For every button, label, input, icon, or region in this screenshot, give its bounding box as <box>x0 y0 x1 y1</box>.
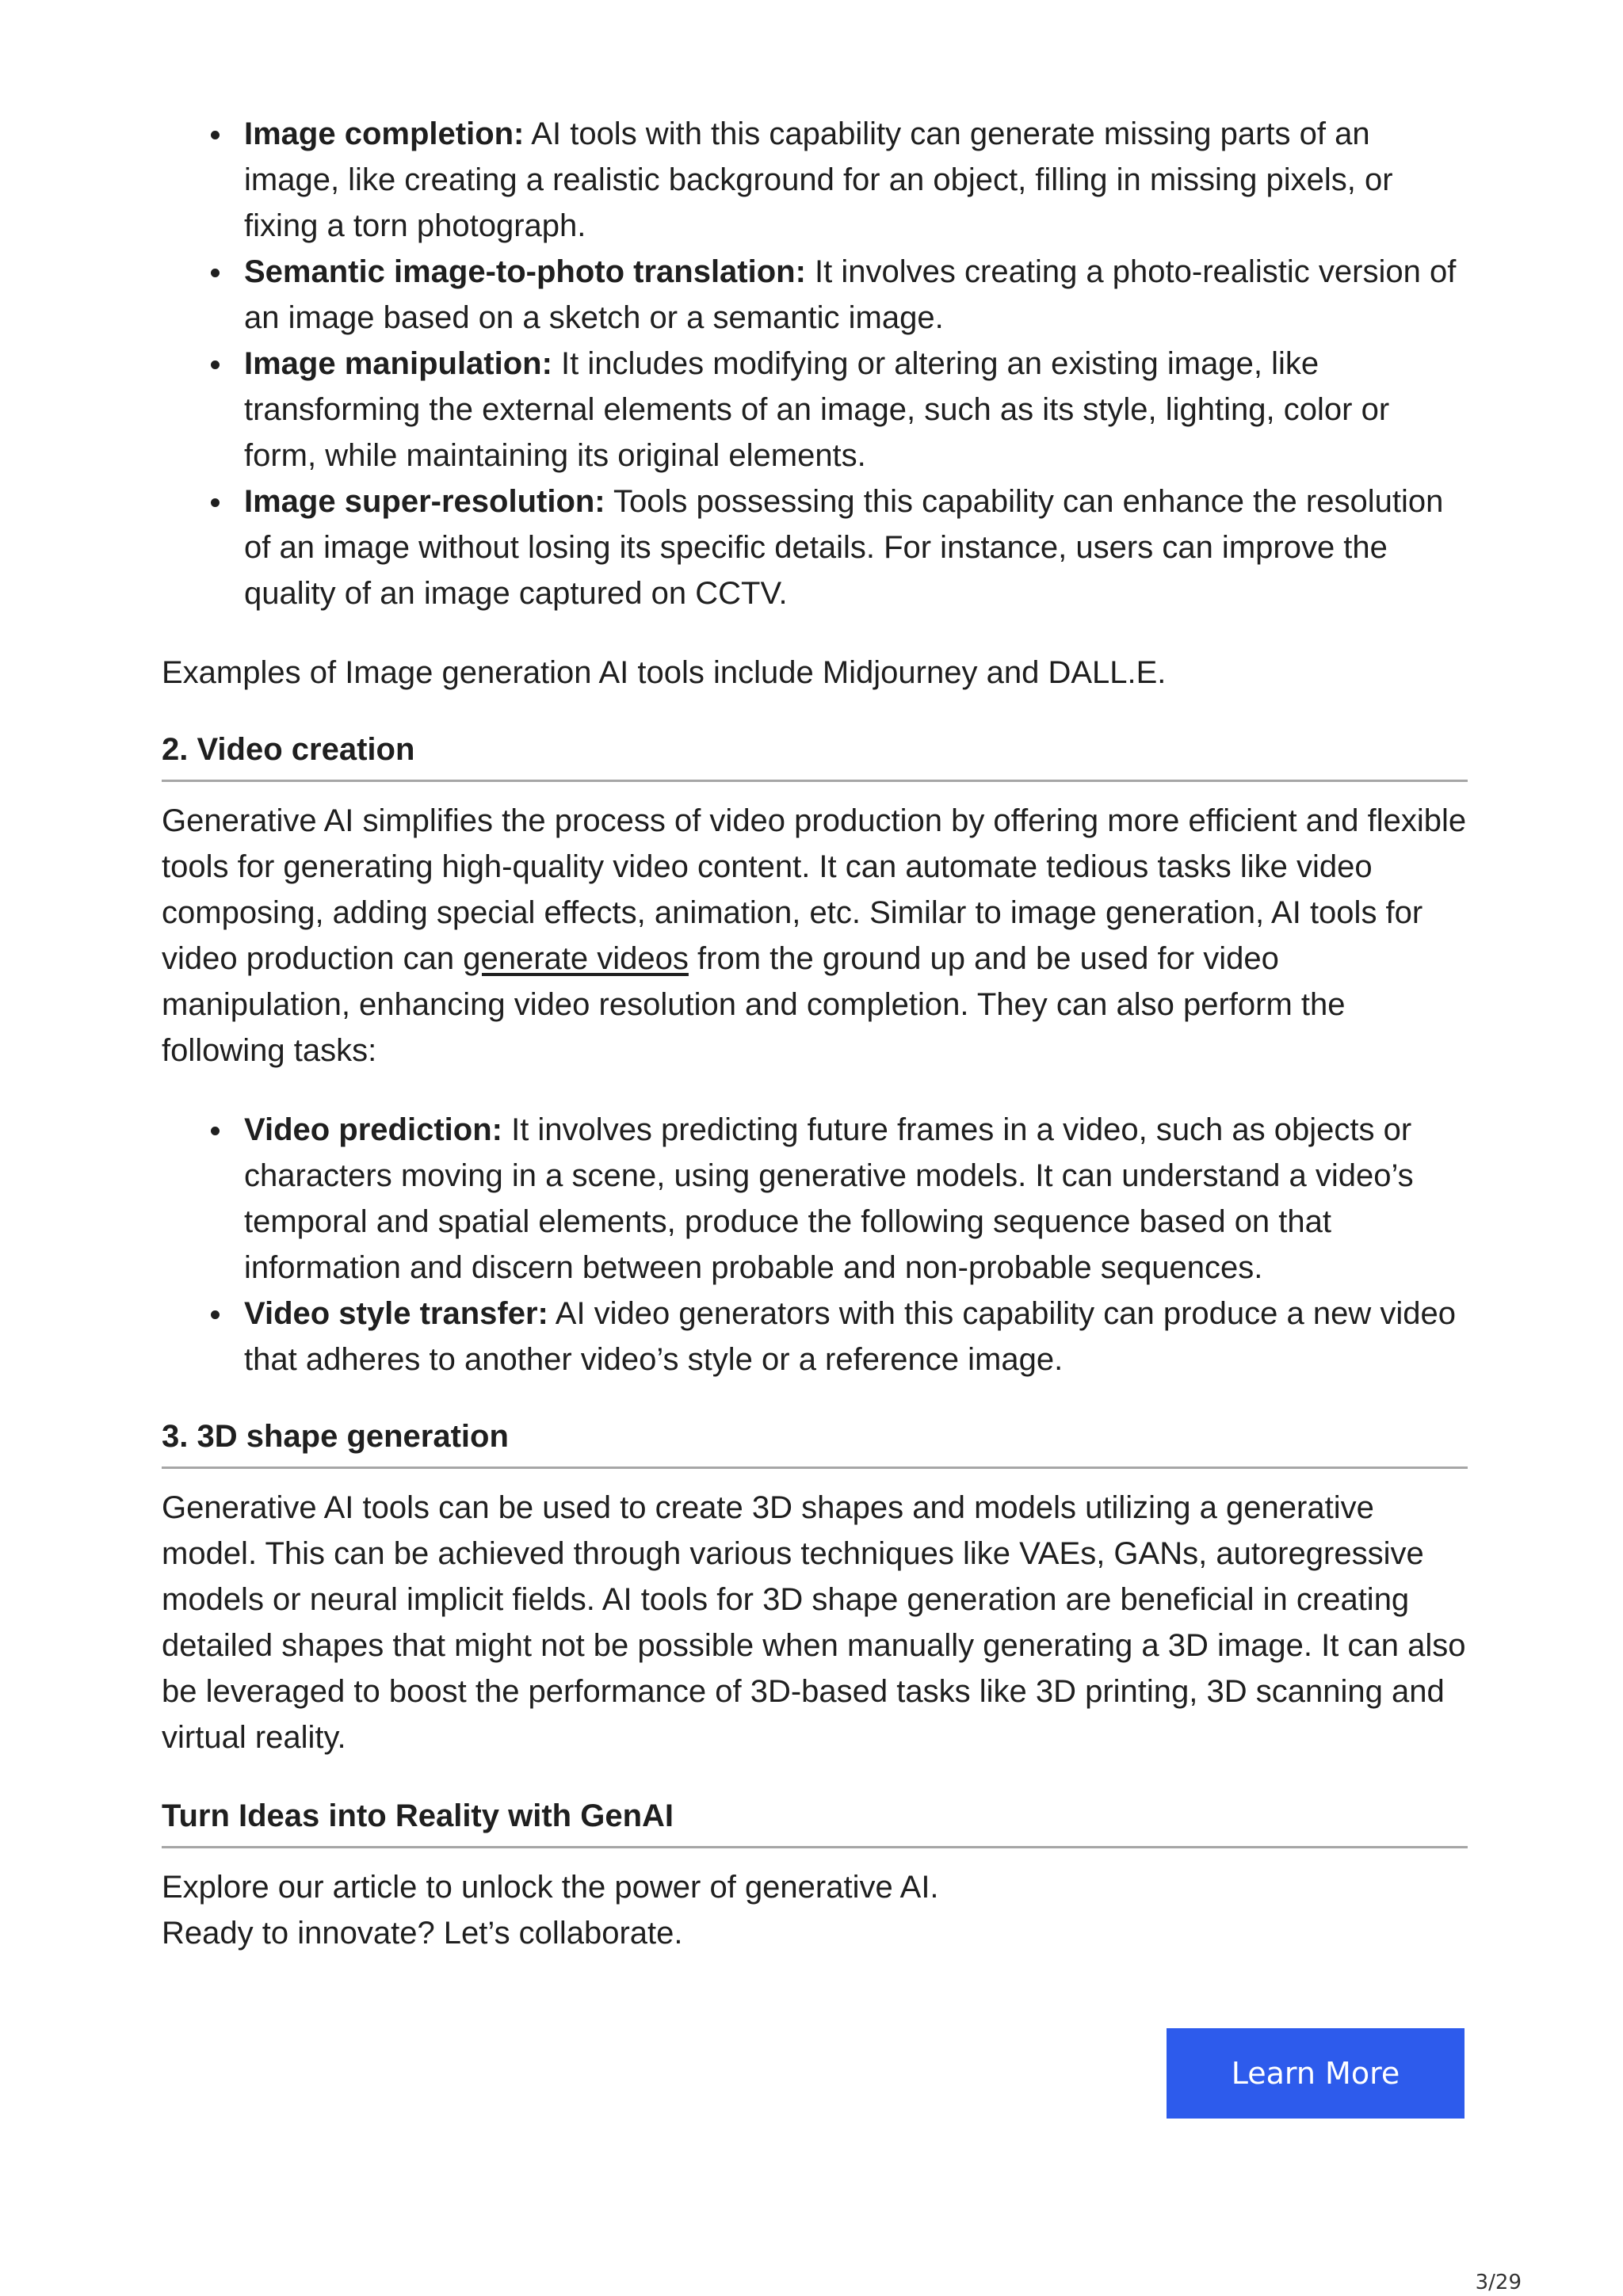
list-item-text: AI tools with this capability can generate missing parts of an image, like creating a realistic background for an object, filling in missing pixels, or fixing a torn photograph. <box>244 116 1393 243</box>
list-item-term: Image completion: <box>244 116 525 151</box>
section-heading-genai-cta: Turn Ideas into Reality with GenAI <box>162 1797 1468 1848</box>
list-item <box>244 479 1468 616</box>
list-item-term: Video prediction: <box>244 1112 502 1147</box>
examples-paragraph: Examples of Image generation AI tools include Midjourney and DALL.E. <box>162 655 1167 690</box>
section-heading-3d-shape-generation: 3. 3D shape generation <box>162 1417 1468 1469</box>
paragraph-text: from the ground up and be used for video manipulation, enhancing video resolution and completion. They can also perform the following tasks: <box>162 941 1346 1068</box>
list-item-term: Semantic image-to-photo translation: <box>244 254 806 289</box>
page-number: 3/29 <box>1475 2271 1522 2294</box>
article-content <box>162 111 1468 1956</box>
video-creation-paragraph <box>162 798 1468 1074</box>
list-item-term: Video style transfer: <box>244 1296 548 1331</box>
paragraph-text: Generative AI simplifies the process of video production by offering more efficient and flexible tools for generating high-quality video content. It can automate tedious tasks like video composing, adding special effects, animation, etc. Similar to image generation, AI tools for video production can <box>162 803 1467 976</box>
list-item-text: It includes modifying or altering an existing image, like transforming the external elements of an image, such as its style, lighting, color or form, while maintaining its original elements. <box>244 346 1390 473</box>
cta-row <box>1167 2028 1465 2119</box>
list-item <box>244 1291 1468 1383</box>
cta-line-2: Ready to innovate? Let’s collaborate. <box>162 1916 683 1951</box>
list-item-text: It involves creating a photo-realistic version of an image based on a sketch or a semantic image. <box>244 254 1457 335</box>
generate-videos-link[interactable]: generate videos <box>463 941 689 976</box>
list-item-term: Image manipulation: <box>244 346 552 381</box>
list-item <box>244 249 1468 341</box>
list-item-term: Image super-resolution: <box>244 484 605 519</box>
list-item <box>244 1107 1468 1291</box>
cta-line-1: Explore our article to unlock the power of generative AI. <box>162 1870 939 1905</box>
video-tasks-list <box>162 1107 1468 1383</box>
learn-more-button[interactable]: Learn More <box>1167 2028 1465 2119</box>
section-heading-video-creation: 2. Video creation <box>162 730 1468 782</box>
list-item-text: AI video generators with this capability can produce a new video that adheres to another video’s style or a reference image. <box>244 1296 1456 1377</box>
image-capabilities-list <box>162 111 1468 616</box>
list-item-text: Tools possessing this capability can enhance the resolution of an image without losing its specific details. For instance, users can improve the quality of an image captured on CCTV. <box>244 484 1444 611</box>
list-item-text: It involves predicting future frames in a video, such as objects or characters moving in a scene, using generative models. It can understand a video’s temporal and spatial elements, produce the following sequence based on that information and discern between probable and non-probable sequences. <box>244 1112 1414 1285</box>
3d-shape-paragraph: Generative AI tools can be used to create 3D shapes and models utilizing a generative model. This can be achieved through various techniques like VAEs, GANs, autoregressive models or neural implicit fields. AI tools for 3D shape generation are beneficial in creating detailed shapes that might not be possible when manually generating a 3D image. It can also be leveraged to boost the performance of 3D-based tasks like 3D printing, 3D scanning and virtual reality. <box>162 1490 1466 1755</box>
list-item <box>244 111 1468 249</box>
list-item <box>244 341 1468 479</box>
